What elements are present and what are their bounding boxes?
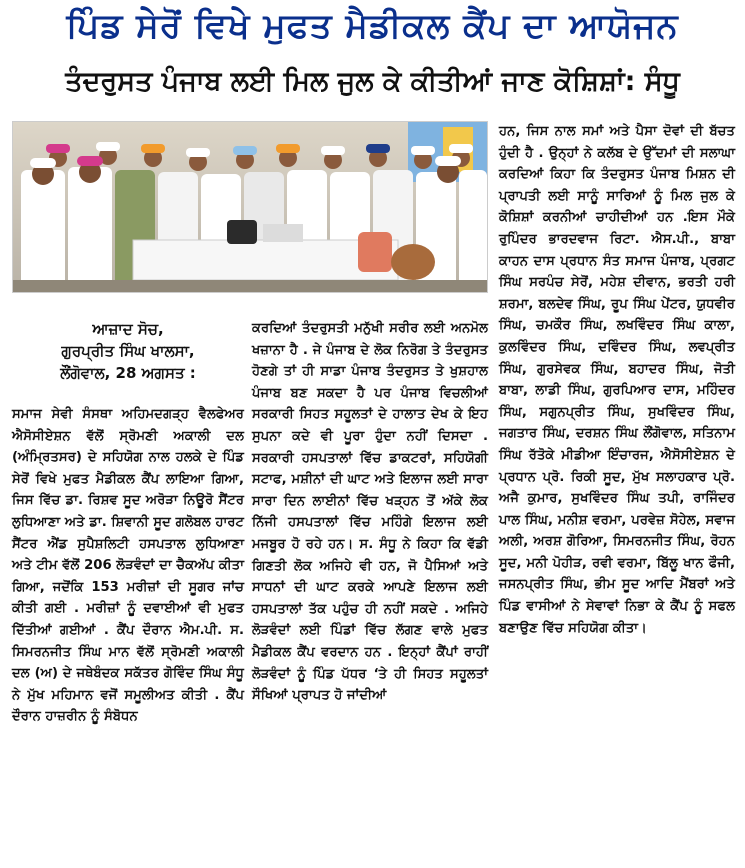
article-paragraph: ਹਨ, ਜਿਸ ਨਾਲ ਸਮਾਂ ਅਤੇ ਪੈਸਾ ਦੋਵਾਂ ਦੀ ਬੱਚਤ ਹੁੰਦੀ ਹੈ . ਉਨ੍ਹਾਂ ਨੇ ਕਲੱਬ ਦੇ ਉੱਦਮਾਂ ਦੀ ਸਲਾਘਾ ਕਰਦਿਆਂ ਕਿਹਾ ਕਿ ਤੰਦਰੁਸਤ ਪੰਜਾਬ ਮਿਸ਼ਨ ਦੀ ਪ੍ਰਾਪਤੀ ਲਈ ਸਾਨੂੰ ਸਾਰਿਆਂ ਨੂੰ ਮਿਲ ਜੁਲ ਕੇ ਕੋਸ਼ਿਸ਼ਾਂ ਕਰਨੀਆਂ ਚਾਹੀਦੀਆਂ ਹਨ .ਇਸ ਮੌਕੇ ਰੁਪਿੰਦਰ ਭਾਰਦਵਾਜ ਰਿਟਾ. ਐਸ.ਪੀ., ਬਾਬਾ ਕਾਹਨ ਦਾਸ ਪ੍ਰਧਾਨ ਸੰਤ ਸਮਾਜ ਪੰਜਾਬ, ਪ੍ਰਗਟ ਸਿੰਘ ਸਰਪੰਚ ਸੇਰੋਂ, ਮਹੇਸ਼ ਦੀਵਾਨ, ਭਰਤੀ ਹਰੀ ਸ਼ਰਮਾ, ਬਲਦੇਵ ਸਿੰਘ, ਰੂਪ ਸਿੰਘ ਪੇਂਟਰ, ਯੁਧਵੀਰ ਸਿੰਘ, ਚਮਕੌਰ ਸਿੰਘ, ਲਖਵਿੰਦਰ ਸਿੰਘ ਕਾਲਾ, ਕੁਲਵਿੰਦਰ ਸਿੰਘ, ਦਵਿੰਦਰ ਸਿੰਘ, ਲਵਪ੍ਰੀਤ ਸਿੰਘ, ਗੁਰਸੇਵਕ ਸਿੰਘ, ਬਹਾਦਰ ਸਿੰਘ, ਜੋਤੀ ਬਾਬਾ, ਲਾਡੀ ਸਿੰਘ, ਗੁਰਪਿਆਰ ਦਾਸ, ਮਹਿੰਦਰ ਸਿੰਘ, ਸਗੁਨਪ੍ਰੀਤ ਸਿੰਘ, ਸੁਖਵਿੰਦਰ ਸਿੰਘ, ਜਗਤਾਰ ਸਿੰਘ, ਦਰਸ਼ਨ ਸਿੰਘ ਲੌਂਗੋਵਾਲ, ਸਤਿਨਾਮ ਸਿੰਘ ਰੱਤੋਕੇ ਮੀਡੀਆ ਇੰਚਾਰਜ, ਐਸੋਸੀਏਸ਼ਨ ਦੇ ਪ੍ਰਧਾਨ ਪ੍ਰੋ. ਰਿਕੀ ਸੂਦ, ਮੁੱਖ ਸਲਾਹਕਾਰ ਪ੍ਰੋ. ਅਜੈ ਕੁਮਾਰ, ਸੁਖਵਿੰਦਰ ਸਿੰਘ ਤਪੀ, ਰਾਜਿੰਦਰ ਪਾਲ ਸਿੰਘ, ਮਨੀਸ਼ ਵਰਮਾ, ਪਰਵੇਜ਼ ਸੋਹੇਲ, ਸਵਾਜ ਅਲੀ, ਅਰਸ਼ ਗੋਰਿਆ, ਸਿਮਰਨਜੀਤ ਸਿੰਘ, ਰੋਹਨ ਸੂਦ, ਮਨੀ ਪੋਹੀੜ, ਰਵੀ ਵਰਮਾ, ਬਿੱਲੂ ਖਾਨ ਫੌਜੀ, ਜਸਨਪ੍ਰੀਤ ਸਿੰਘ, ਭੀਮ ਸੂਦ ਆਦਿ ਮੈਂਬਰਾਂ ਅਤੇ ਪਿੰਡ ਵਾਸੀਆਂ ਨੇ ਸੇਵਾਵਾਂ ਨਿਭਾ ਕੇ ਕੈਂਪ ਨੂੰ ਸਫਲ ਬਣਾਉਣ ਵਿੱਚ ਸਹਿਯੋਗ ਕੀਤਾ।: [499, 124, 735, 636]
subheadline: ਤੰਦਰੁਸਤ ਪੰਜਾਬ ਲਈ ਮਿਲ ਜੁਲ ਕੇ ਕੀਤੀਆਂ ਜਾਣ ਕੋਸ਼ਿਸ਼ਾਂ: ਸੰਧੂ: [65, 66, 680, 97]
camp-photo: [12, 121, 488, 293]
byline-author: ਗੁਰਪ੍ਰੀਤ ਸਿੰਘ ਖਾਲਸਾ,: [61, 342, 195, 360]
article-column-2: [252, 318, 488, 707]
byline: [12, 318, 244, 384]
article-paragraph: ਸਮਾਜ ਸੇਵੀ ਸੰਸਥਾ ਅਹਿਮਦਗੜ੍ਹ ਵੈਲਫੇਅਰ ਐਸੋਸੀਏਸ਼ਨ ਵੱਲੋਂ ਸ੍ਰੋਮਣੀ ਅਕਾਲੀ ਦਲ (ਅੰਮ੍ਰਿਤਸਰ) ਦੇ ਸਹਿਯੋਗ ਨਾਲ ਹਲਕੇ ਦੇ ਪਿੰਡ ਸੇਰੋਂ ਵਿਖੇ ਮੁਫਤ ਮੈਡੀਕਲ ਕੈਂਪ ਲਾਇਆ ਗਿਆ, ਜਿਸ ਵਿੱਚ ਡਾ. ਰਿਸ਼ਵ ਸੂਦ ਅਰੋੜਾ ਨਿਊਰੋ ਸੈਂਟਰ ਲੁਧਿਆਣਾ ਅਤੇ ਡਾ. ਸ਼ਿਵਾਨੀ ਸੂਦ ਗਲੋਬਲ ਹਾਰਟ ਸੈਂਟਰ ਐਂਡ ਸੁਪੈਸ਼ਲਿਟੀ ਹਸਪਤਾਲ ਲੁਧਿਆਣਾ ਅਤੇ ਟੀਮ ਵੱਲੋਂ 206 ਲੋੜਵੰਦਾਂ ਦਾ ਚੈਕਅੱਪ ਕੀਤਾ ਗਿਆ, ਜਦੋਂਕਿ 153 ਮਰੀਜ਼ਾਂ ਦੀ ਸੂਗਰ ਜਾਂਚ ਕੀਤੀ ਗਈ . ਮਰੀਜ਼ਾਂ ਨੂੰ ਦਵਾਈਆਂ ਵੀ ਮੁਫਤ ਦਿੱਤੀਆਂ ਗਈਆਂ . ਕੈਂਪ ਦੌਰਾਨ ਐਮ.ਪੀ. ਸ. ਸਿਮਰਨਜੀਤ ਸਿੰਘ ਮਾਨ ਵੱਲੋਂ ਸ੍ਰੋਮਣੀ ਅਕਾਲੀ ਦਲ (ਅ) ਦੇ ਜਥੇਬੰਦਕ ਸਕੱਤਰ ਗੋਵਿੰਦ ਸਿੰਘ ਸੰਧੂ ਨੇ ਮੁੱਖ ਮਹਿਮਾਨ ਵਜੋਂ ਸਮੂਲੀਅਤ ਕੀਤੀ . ਕੈਂਪ ਦੌਰਾਨ ਹਾਜ਼ਰੀਨ ਨੂੰ ਸੰਬੋਧਨ: [12, 407, 244, 725]
article-column-1: [12, 404, 244, 728]
byline-dateline: ਲੌਂਗੋਵਾਲ, 28 ਅਗਸਤ :: [60, 364, 196, 382]
article-paragraph: ਕਰਦਿਆਂ ਤੰਦਰੁਸਤੀ ਮਨੁੱਖੀ ਸਰੀਰ ਲਈ ਅਨਮੋਲ ਖਜ਼ਾਨਾ ਹੈ . ਜੇ ਪੰਜਾਬ ਦੇ ਲੋਕ ਨਿਰੋਗ ਤੇ ਤੰਦਰੁਸਤ ਹੋਣਗੇ ਤਾਂ ਹੀ ਸਾਡਾ ਪੰਜਾਬ ਤੰਦਰੁਸਤ ਤੇ ਖੁਸ਼ਹਾਲ ਪੰਜਾਬ ਬਣ ਸਕਦਾ ਹੈ ਪਰ ਪੰਜਾਬ ਵਿਚਲੀਆਂ ਸਰਕਾਰੀ ਸਿਹਤ ਸਹੂਲਤਾਂ ਦੇ ਹਾਲਾਤ ਦੇਖ ਕੇ ਇਹ ਸੁਪਨਾ ਕਦੇ ਵੀ ਪੂਰਾ ਹੁੰਦਾ ਨਹੀਂ ਦਿਸਦਾ . ਸਰਕਾਰੀ ਹਸਪਤਾਲਾਂ ਵਿੱਚ ਡਾਕਟਰਾਂ, ਸਹਿਯੋਗੀ ਸਟਾਫ, ਮਸ਼ੀਨਾਂ ਦੀ ਘਾਟ ਅਤੇ ਇਲਾਜ ਲਈ ਸਾਰਾ ਸਾਰਾ ਦਿਨ ਲਾਈਨਾਂ ਵਿੱਚ ਖੜ੍ਹਨ ਤੋਂ ਅੱਕੇ ਲੋਕ ਨਿੱਜੀ ਹਸਪਤਾਲਾਂ ਵਿੱਚ ਮਹਿੰਗੇ ਇਲਾਜ ਲਈ ਮਜਬੂਰ ਹੋ ਰਹੇ ਹਨ। ਸ. ਸੰਧੂ ਨੇ ਕਿਹਾ ਕਿ ਵੱਡੀ ਗਿਣਤੀ ਲੋਕ ਅਜਿਹੇ ਵੀ ਹਨ, ਜੋ ਪੈਸਿਆਂ ਅਤੇ ਸਾਧਨਾਂ ਦੀ ਘਾਟ ਕਰਕੇ ਆਪਣੇ ਇਲਾਜ ਲਈ ਹਸਪਤਾਲਾਂ ਤੱਕ ਪਹੁੰਚ ਹੀ ਨਹੀਂ ਸਕਦੇ . ਅਜਿਹੇ ਲੋੜਵੰਦਾਂ ਲਈ ਪਿੰਡਾਂ ਵਿੱਚ ਲੱਗਣ ਵਾਲੇ ਮੁਫਤ ਮੈਡੀਕਲ ਕੈਂਪ ਵਰਦਾਨ ਹਨ . ਇਨ੍ਹਾਂ ਕੈਂਪਾਂ ਰਾਹੀਂ ਲੋੜਵੰਦਾਂ ਨੂੰ ਪਿੰਡ ਪੱਧਰ ‘ਤੇ ਹੀ ਸਿਹਤ ਸਹੂਲਤਾਂ ਸੌਖਿਆਂ ਪ੍ਰਾਪਤ ਹੋ ਜਾਂਦੀਆਂ: [252, 321, 488, 704]
byline-source: ਆਜ਼ਾਦ ਸੋਚ,: [92, 320, 164, 338]
article-column-3: [499, 121, 735, 639]
headline: ਪਿੰਡ ਸੇਰੋਂ ਵਿਖੇ ਮੁਫਤ ਮੈਡੀਕਲ ਕੈਂਪ ਦਾ ਆਯੋਜਨ: [66, 6, 679, 46]
